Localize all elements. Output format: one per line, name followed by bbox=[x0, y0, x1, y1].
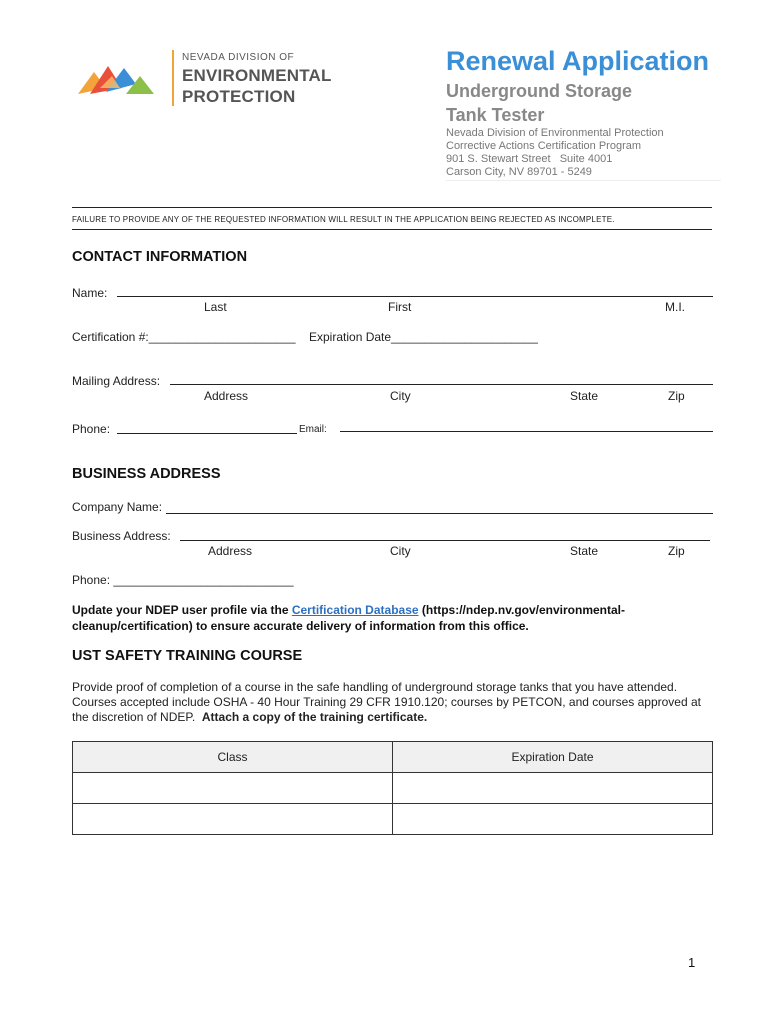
company-name-label: Company Name: bbox=[72, 500, 163, 514]
business-sub-address: Address bbox=[208, 544, 253, 558]
phone-field[interactable] bbox=[117, 433, 297, 434]
name-sub-first: First bbox=[388, 300, 412, 314]
page-number: 1 bbox=[688, 955, 696, 970]
subtitle-line-1: Underground Storage bbox=[446, 81, 633, 101]
col-expiration-date: Expiration Date bbox=[393, 742, 713, 773]
business-sub-city: City bbox=[390, 544, 411, 558]
mailing-address-label: Mailing Address: bbox=[72, 374, 161, 388]
phone-label: Phone: bbox=[72, 422, 111, 436]
name-sub-last: Last bbox=[204, 300, 227, 314]
update-note-pre: Update your NDEP user profile via the bbox=[72, 603, 292, 617]
mailing-sub-address: Address bbox=[204, 389, 249, 403]
page-title: Renewal Application bbox=[446, 46, 710, 76]
expiration-cell[interactable] bbox=[393, 804, 713, 835]
business-address-label: Business Address: bbox=[72, 529, 171, 543]
subtitle-line-2: Tank Tester bbox=[446, 105, 545, 125]
warning-top-rule bbox=[72, 207, 712, 208]
name-field[interactable] bbox=[117, 296, 713, 297]
address-divider bbox=[446, 180, 721, 181]
logo-line-2: PROTECTION bbox=[182, 87, 296, 106]
training-table bbox=[72, 741, 713, 835]
expiration-date-field[interactable]: Expiration Date______________________ bbox=[309, 330, 538, 344]
address-line-1: Nevada Division of Environmental Protection bbox=[446, 127, 664, 139]
expiration-cell[interactable] bbox=[393, 773, 713, 804]
email-field[interactable] bbox=[340, 431, 713, 432]
business-address-field[interactable] bbox=[180, 540, 710, 541]
mailing-address-field[interactable] bbox=[170, 384, 713, 385]
col-class: Class bbox=[73, 742, 393, 773]
warning-text: FAILURE TO PROVIDE ANY OF THE REQUESTED INFORMATION WILL RESULT IN THE APPLICATION BEING REJECTED AS INCOMPLETE. bbox=[72, 215, 615, 224]
address-line-2: Corrective Actions Certification Program bbox=[446, 140, 642, 152]
certification-database-link[interactable]: Certification Database bbox=[291, 603, 419, 617]
business-sub-zip: Zip bbox=[668, 544, 685, 558]
business-heading: BUSINESS ADDRESS bbox=[72, 466, 221, 482]
class-cell[interactable] bbox=[73, 804, 393, 835]
warning-bottom-rule bbox=[72, 229, 712, 230]
business-sub-state: State bbox=[570, 544, 599, 558]
contact-heading: CONTACT INFORMATION bbox=[72, 249, 248, 265]
certification-field[interactable]: Certification #:______________________ bbox=[72, 330, 296, 344]
ndep-mountain-logo bbox=[76, 58, 158, 98]
address-line-3: 901 S. Stewart Street Suite 4001 bbox=[446, 153, 613, 165]
logo-small-text: NEVADA DIVISION OF bbox=[182, 52, 295, 63]
mailing-sub-city: City bbox=[390, 389, 411, 403]
training-para-text: Provide proof of completion of a course in the safe handling of underground storage tanks that you have attended. Courses accepted include OSHA - 40 Hour Training 29 CFR 1910.120; courses by PETCON, and courses approved at the discretion of NDEP. bbox=[72, 680, 701, 724]
class-cell[interactable] bbox=[73, 773, 393, 804]
training-table-header bbox=[73, 742, 713, 773]
business-phone-field[interactable]: Phone: ___________________________ bbox=[72, 573, 294, 587]
mailing-sub-state: State bbox=[570, 389, 599, 403]
training-paragraph bbox=[72, 680, 717, 725]
training-heading: UST SAFETY TRAINING COURSE bbox=[72, 648, 303, 664]
name-sub-mi: M.I. bbox=[665, 300, 685, 314]
update-note-post: (https://ndep.nv.gov/environmental-cleanup/certification) to ensure accurate delivery of information from this office. bbox=[72, 603, 625, 633]
table-row bbox=[73, 804, 713, 835]
name-label: Name: bbox=[72, 286, 108, 300]
update-profile-note bbox=[72, 602, 712, 634]
training-para-bold: Attach a copy of the training certificate. bbox=[201, 710, 428, 724]
logo-divider bbox=[172, 50, 174, 106]
company-name-field[interactable] bbox=[166, 513, 713, 514]
mailing-sub-zip: Zip bbox=[668, 389, 685, 403]
email-label: Email: bbox=[299, 424, 327, 435]
table-row bbox=[73, 773, 713, 804]
address-line-4: Carson City, NV 89701 - 5249 bbox=[446, 166, 592, 178]
logo-line-1: ENVIRONMENTAL bbox=[182, 66, 332, 85]
